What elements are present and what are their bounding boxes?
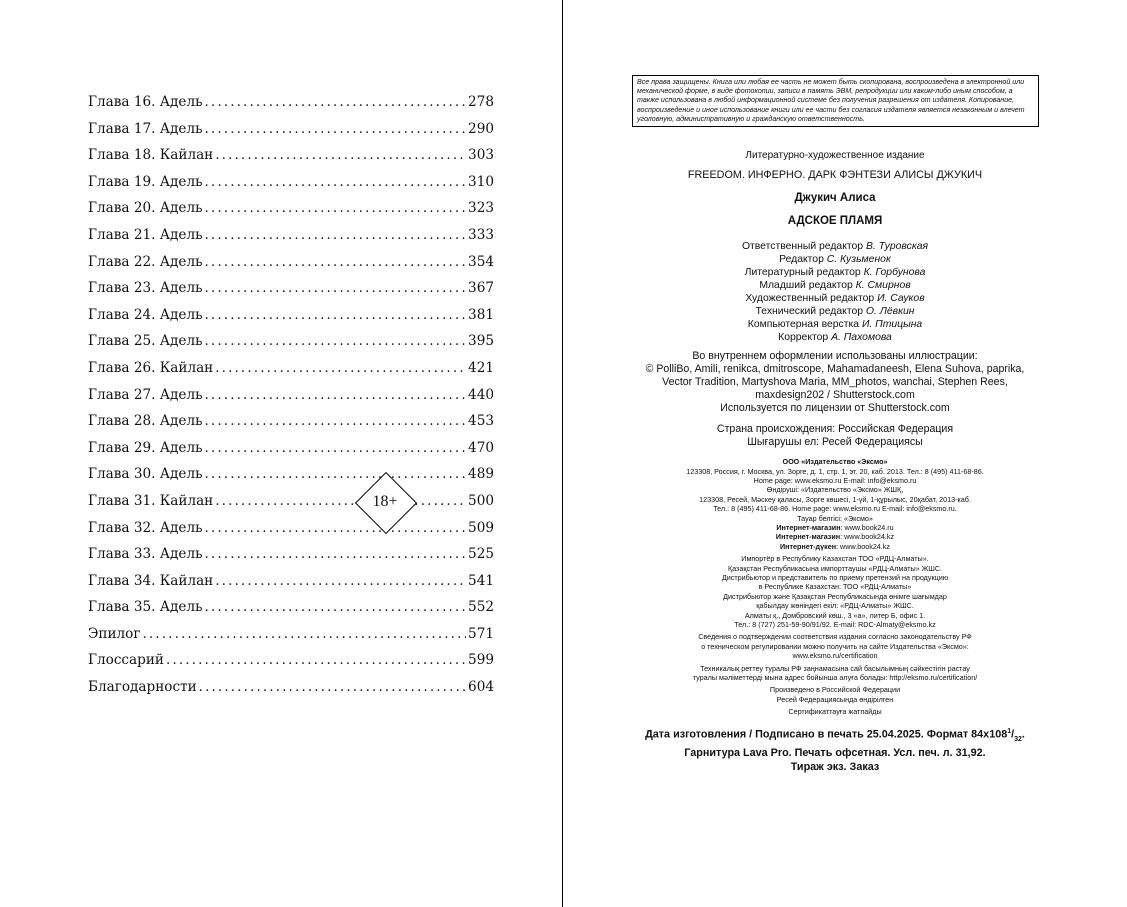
print-details xyxy=(620,725,1050,775)
toc-page-number: 354 xyxy=(468,253,494,270)
importer-info xyxy=(620,554,1050,629)
toc-leader-dots xyxy=(215,360,466,376)
toc-leader-dots xyxy=(215,493,466,509)
credit-line xyxy=(620,318,1050,331)
importer-line: Дистрибьютор және Қазақстан Республикасында өнімге шағымдар xyxy=(723,591,947,601)
credit-line xyxy=(620,331,1050,344)
toc-chapter-title: Глава 16. Адель xyxy=(88,94,203,110)
toc-chapter-title: Глава 30. Адель xyxy=(88,466,203,483)
credit-line xyxy=(620,305,1050,318)
toc-page-number: 395 xyxy=(468,333,494,350)
toc-row xyxy=(88,626,494,653)
publisher-block xyxy=(620,457,1050,717)
illustration-credit-line: Используется по лицензии от Shutterstock.com xyxy=(720,402,950,415)
shop-url: : www.book24.kz xyxy=(836,541,890,551)
toc-chapter-title: Эпилог xyxy=(88,625,141,642)
publisher-line: 123308, Ресей, Мәскеу қаласы, Зорге көшесі, 1-үй, 1-құрылыс, 20қабат, 2013-каб. xyxy=(699,494,971,504)
toc-leader-dots xyxy=(205,599,467,615)
shop-line xyxy=(620,532,1050,541)
credit-name: И. Сауков xyxy=(877,293,925,305)
credit-name: К. Горбунова xyxy=(863,267,926,279)
publisher-line: Тел.: 8 (495) 411-68-86. Home page: www.eksmo.ru E-mail: info@eksmo.ru. xyxy=(713,504,957,514)
age-rating-text: 18+ xyxy=(372,493,398,510)
credit-name: К. Смирнов xyxy=(855,280,911,292)
credit-name: В. Туровская xyxy=(865,241,929,253)
online-shops xyxy=(620,523,1050,551)
toc-leader-dots xyxy=(205,200,467,216)
illustration-credit-line: Во внутреннем оформлении использованы иллюстрации: xyxy=(692,350,978,363)
toc-leader-dots xyxy=(142,626,466,642)
shop-label: Интернет-магазин xyxy=(775,532,841,542)
publisher-line: 123308, Россия, г. Москва, ул. Зорге, д. 1, стр. 1, эт. 20, каб. 2013. Тел.: 8 (495) 411-68-86. xyxy=(686,466,984,476)
toc-row xyxy=(88,546,494,573)
country-line: Страна происхождения: Российская Федерация xyxy=(716,423,954,436)
toc-chapter-title: Глава 23. Адель xyxy=(88,280,203,297)
toc-row xyxy=(88,174,494,201)
toc-page-number: 571 xyxy=(468,625,494,642)
credit-role: Ответственный редактор xyxy=(741,241,864,253)
country-of-origin xyxy=(620,423,1050,449)
credit-line xyxy=(620,292,1050,305)
credit-name: А. Пахомова xyxy=(831,332,892,344)
toc-chapter-title: Глава 32. Адель xyxy=(88,519,203,536)
certification-line: Сведения о подтверждении соответствия издания согласно законодательству РФ xyxy=(698,632,972,642)
credit-line xyxy=(620,266,1050,279)
toc-leader-dots xyxy=(205,333,467,349)
toc-leader-dots xyxy=(205,307,467,323)
toc-chapter-title: Глава 21. Адель xyxy=(88,226,203,243)
certification-kz-line: Техникалық реттеу туралы РФ заңнамасына сай басылымның сәйкестігін растау xyxy=(700,663,970,673)
toc-leader-dots xyxy=(205,387,467,403)
toc-page-number: 470 xyxy=(468,439,494,456)
publisher-line: Тауар белгісі: «Эксмо» xyxy=(797,513,873,523)
toc-chapter-title: Глава 22. Адель xyxy=(88,253,203,270)
credit-role: Технический редактор xyxy=(755,306,864,318)
illustration-credit-line: Vector Tradition, Martyshova Maria, MM_photos, wanchai, Stephen Rees, xyxy=(662,376,1008,389)
print-date-format: Дата изготовления / Подписано в печать 25.04.2025. Формат $84x108^1/_{32}$. xyxy=(645,727,1025,743)
toc-leader-dots xyxy=(205,254,467,270)
toc-page-number: 509 xyxy=(468,519,494,536)
importer-line: қабылдау жөніндегі екіл: «РДЦ-Алматы» ЖШС. xyxy=(756,601,914,611)
importer-line: Қазақстан Республикасына импорттаушы «РДЦ-Алматы» ЖШС. xyxy=(727,563,943,573)
age-rating-badge xyxy=(354,471,416,533)
importer-line: Импортёр в Республику Казахстан ТОО «РДЦ-Алматы». xyxy=(741,554,929,564)
produced-line: Ресей Федерациясында өндірілген xyxy=(776,694,894,704)
toc-leader-dots xyxy=(199,679,466,695)
toc-page-number: 381 xyxy=(468,306,494,323)
toc-chapter-title: Глава 25. Адель xyxy=(88,333,203,350)
toc-chapter-title: Глава 27. Адель xyxy=(88,386,203,403)
toc-row xyxy=(88,652,494,679)
toc-chapter-title: Глоссарий xyxy=(88,652,164,669)
country-line: Шығарушы ел: Ресей Федерациясы xyxy=(747,436,923,449)
no-certification-note: Сертификаттауға жатпайды xyxy=(788,707,882,717)
publisher-name: ООО «Издательство «Эксмо» xyxy=(782,457,888,467)
shop-line xyxy=(620,542,1050,551)
toc-leader-dots xyxy=(205,174,467,190)
toc-chapter-title: Глава 20. Адель xyxy=(88,200,203,217)
toc-row xyxy=(88,227,494,254)
credit-name: С. Кузьменок xyxy=(826,254,891,266)
toc-row xyxy=(88,466,494,493)
toc-page-number: 599 xyxy=(468,652,494,669)
rights-notice: Все права защищены. Книга или любая ее часть не может быть скопирована, воспроизведена в электронной или механической форме, в виде фотокопии, записи в память ЭВМ, репродукции или каким-либо иным способом, а также использована в любой информационной системе без получения разрешения от издателя. Копирование, воспроизведение и иное использование книги или ее части без согласия издателя является незаконным и влечет уголовную, административную и гражданскую ответственность. xyxy=(632,75,1039,127)
toc-page-number: 367 xyxy=(468,280,494,297)
importer-line: в Республике Казахстан: ТОО «РДЦ-Алматы» xyxy=(758,582,912,592)
publisher-address xyxy=(620,467,1050,523)
toc-page-number: 310 xyxy=(468,173,494,190)
toc-row xyxy=(88,573,494,600)
illustration-credit-line: © PolliBo, Amili, renikca, dmitroscope, Mahamadaneesh, Elena Suhova, paprika, xyxy=(645,363,1025,376)
credit-role: Редактор xyxy=(779,254,824,266)
toc-row xyxy=(88,520,494,547)
print-run-line: Тираж экз. Заказ xyxy=(790,761,880,774)
toc-page-number: 421 xyxy=(468,359,494,376)
toc-leader-dots xyxy=(205,440,467,456)
certification-info-kz xyxy=(620,664,1050,683)
toc-page-number: 500 xyxy=(468,492,494,509)
toc-page-number: 525 xyxy=(468,546,494,563)
author-name: Джукич Алиса xyxy=(794,192,876,205)
toc-page-number: 604 xyxy=(468,679,494,696)
toc-row xyxy=(88,280,494,307)
toc-leader-dots xyxy=(215,573,466,589)
toc-row xyxy=(88,147,494,174)
importer-line: Дистрибьютор и представитель по приему претензий на продукцию xyxy=(721,572,949,582)
toc-leader-dots xyxy=(205,227,467,243)
illustration-credit-line: maxdesign202 / Shutterstock.com xyxy=(755,389,915,402)
toc-leader-dots xyxy=(205,520,467,536)
toc-row xyxy=(88,360,494,387)
produced-in xyxy=(620,685,1050,704)
page-spine-divider xyxy=(562,0,563,907)
toc-page-number: 440 xyxy=(468,386,494,403)
toc-row xyxy=(88,333,494,360)
publisher-line: Home page: www.eksmo.ru E-mail: info@eksmo.ru xyxy=(753,475,917,485)
credit-name: И. Птицына xyxy=(861,319,923,331)
toc-page-number: 303 xyxy=(468,147,494,164)
credit-role: Младший редактор xyxy=(759,280,853,292)
series-title: FREEDOM. ИНФЕРНО. ДАРК ФЭНТЕЗИ АЛИСЫ ДЖУКИЧ xyxy=(687,169,983,182)
certification-line: www.eksmo.ru/certification xyxy=(792,651,878,661)
toc-row xyxy=(88,254,494,281)
toc-chapter-title: Глава 35. Адель xyxy=(88,599,203,616)
toc-chapter-title: Глава 19. Адель xyxy=(88,173,203,190)
shop-url: : www.book24.kz xyxy=(840,532,895,542)
importer-line: Алматы қ., Домбровский көш., 3 «а», литер Б, офис 1. xyxy=(744,610,926,620)
toc-page-number: 323 xyxy=(468,200,494,217)
toc-leader-dots xyxy=(205,94,467,110)
credit-role: Корректор xyxy=(778,332,829,344)
shop-line xyxy=(620,523,1050,532)
credit-line xyxy=(620,240,1050,253)
certification-info xyxy=(620,632,1050,660)
toc-page-number: 278 xyxy=(468,94,494,110)
toc-chapter-title: Глава 33. Адель xyxy=(88,546,203,563)
toc-leader-dots xyxy=(205,121,467,137)
toc-chapter-title: Глава 29. Адель xyxy=(88,439,203,456)
toc-leader-dots xyxy=(205,413,467,429)
typeface-line: Гарнитура Lava Pro. Печать офсетная. Усл. печ. л. 31,92. xyxy=(684,747,986,760)
toc-leader-dots xyxy=(205,466,467,482)
credit-role: Компьютерная верстка xyxy=(747,319,860,331)
imprint-page xyxy=(620,70,1050,774)
table-of-contents xyxy=(88,94,494,706)
toc-row xyxy=(88,493,494,520)
certification-kz-line: туралы мәліметтерді мына адрес бойынша алуға болады: http://eksmo.ru/certification/ xyxy=(692,673,978,683)
importer-line: Тел.: 8 (727) 251-59-90/91/92. E-mail: RDC-Almaty@eksmo.kz xyxy=(734,620,936,629)
toc-row xyxy=(88,307,494,334)
toc-row xyxy=(88,413,494,440)
credit-role: Литературный редактор xyxy=(744,267,861,279)
credit-line xyxy=(620,253,1050,266)
toc-page-number: 290 xyxy=(468,120,494,137)
shop-url: : www.book24.ru xyxy=(840,522,894,532)
toc-row xyxy=(88,387,494,414)
credits-list xyxy=(620,240,1050,344)
toc-row xyxy=(88,200,494,227)
toc-page-number: 333 xyxy=(468,226,494,243)
toc-leader-dots xyxy=(205,546,467,562)
toc-row xyxy=(88,94,494,121)
toc-chapter-title: Глава 17. Адель xyxy=(88,120,203,137)
toc-chapter-title: Глава 24. Адель xyxy=(88,306,203,323)
publisher-line: Өндіруші: «Издательство «Эксмо» ЖШҚ, xyxy=(766,485,904,495)
book-title: АДСКОЕ ПЛАМЯ xyxy=(787,215,883,228)
certification-line: о техническом регулировании можно получить на сайте Издательства «Эксмо»: xyxy=(701,641,969,651)
toc-page-number: 489 xyxy=(468,466,494,483)
toc-chapter-title: Глава 28. Адель xyxy=(88,413,203,430)
illustration-credits xyxy=(620,350,1050,415)
toc-leader-dots xyxy=(166,652,466,668)
toc-leader-dots xyxy=(205,280,467,296)
credit-line xyxy=(620,279,1050,292)
produced-line: Произведено в Российской Федерации xyxy=(769,685,901,695)
shop-label: Интернет-магазин xyxy=(776,522,841,532)
toc-chapter-title: Глава 26. Кайлан xyxy=(88,359,214,376)
toc-page-number: 552 xyxy=(468,599,494,616)
genre-label: Литературно-художественное издание xyxy=(745,150,925,162)
toc-row xyxy=(88,440,494,467)
toc-chapter-title: Благодарности xyxy=(88,679,197,696)
toc-page-number: 541 xyxy=(468,572,494,589)
toc-chapter-title: Глава 18. Кайлан xyxy=(88,147,214,164)
toc-row xyxy=(88,121,494,148)
toc-row xyxy=(88,599,494,626)
toc-chapter-title: Глава 31. Кайлан xyxy=(88,492,214,509)
toc-chapter-title: Глава 34. Кайлан xyxy=(88,572,214,589)
toc-page-number: 453 xyxy=(468,413,494,430)
toc-row xyxy=(88,679,494,706)
shop-label: Интернет-дүкен xyxy=(779,541,837,551)
toc-leader-dots xyxy=(215,147,466,163)
credit-role: Художественный редактор xyxy=(745,293,875,305)
credit-name: О. Лёвкин xyxy=(865,306,915,318)
